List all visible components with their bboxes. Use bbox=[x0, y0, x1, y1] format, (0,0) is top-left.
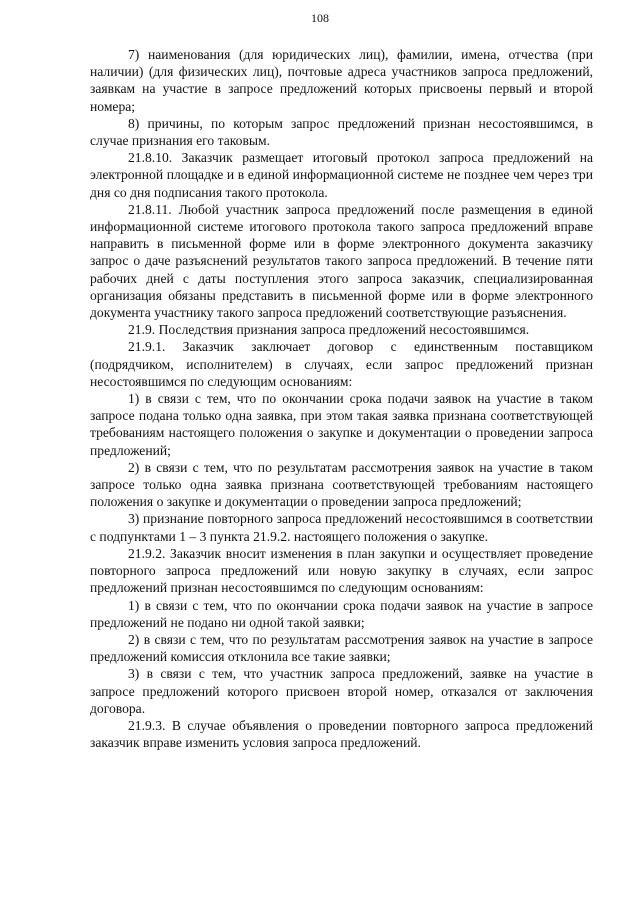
page-number: 108 bbox=[311, 11, 329, 25]
section-heading: 21.9. Последствия признания запроса предложений несостоявшимся. bbox=[128, 322, 530, 338]
paragraph: 21.8.11. Любой участник запроса предложений после размещения в единой информационной системе итогового протокола такого запроса предложений вправе направить в письменной форме или в форме электронного документа заказчику запрос о даче разъяснений результатов такого запроса предложений. В течение пяти рабочих дней с даты поступления этого запроса заказчик, специализированная организация обязаны представить в письменной форме или в форме электронного документа участнику такого запроса предложений соответствующие разъяснения. bbox=[90, 201, 593, 321]
document-body bbox=[90, 46, 593, 751]
list-item: 1) в связи с тем, что по окончании срока подачи заявок на участие в запросе предложений не подано ни одной такой заявки; bbox=[90, 597, 593, 630]
list-item: 2) в связи с тем, что по результатам рассмотрения заявок на участие в запросе предложений комиссия отклонила все такие заявки; bbox=[90, 631, 593, 665]
list-item: 2) в связи с тем, что по результатам рассмотрения заявок на участие в таком запросе только одна заявка признана соответствующей требованиям настоящего положения о закупке и документации о проведении запроса предложений; bbox=[90, 459, 593, 510]
list-item: 3) признание повторного запроса предложений несостоявшимся в соответствии с подпунктами 1 – 3 пункта 21.9.2. настоящего положения о закупке. bbox=[90, 511, 593, 544]
paragraph: 21.8.10. Заказчик размещает итоговый протокол запроса предложений на электронной площадке и в единой информационной системе не позднее чем через три дня со дня подписания такого протокола. bbox=[90, 150, 593, 200]
paragraph: 21.9.3. В случае объявления о проведении повторного запроса предложений заказчик вправе изменить условия запроса предложений. bbox=[90, 717, 593, 751]
paragraph: 8) причины, по которым запрос предложений признан несостоявшимся, в случае признания его таковым. bbox=[90, 115, 593, 149]
list-item: 1) в связи с тем, что по окончании срока подачи заявок на участие в таком запросе подана только одна заявка, при этом такая заявка признана соответствующей требованиям настоящего положения о закупке и документации о проведении запроса предложений; bbox=[90, 391, 593, 458]
paragraph: 21.9.1. Заказчик заключает договор с единственным поставщиком (подрядчиком, исполнителем) в случаях, если запрос предложений признан несостоявшимся по следующим основаниям: bbox=[90, 339, 593, 389]
paragraph: 7) наименования (для юридических лиц), фамилии, имена, отчества (при наличии) (для физических лиц), почтовые адреса участников запроса предложений, заявкам на участие в запросе предложений которых присвоены первый и второй номера; bbox=[90, 47, 593, 114]
paragraph: 21.9.2. Заказчик вносит изменения в план закупки и осуществляет проведение повторного запроса предложений или новую закупку в случаях, если запрос предложений признан несостоявшимся по следующим основаниям: bbox=[90, 545, 593, 596]
list-item: 3) в связи с тем, что участник запроса предложений, заявке на участие в запросе предложений которого присвоен второй номер, отказался от заключения договора. bbox=[90, 666, 593, 716]
